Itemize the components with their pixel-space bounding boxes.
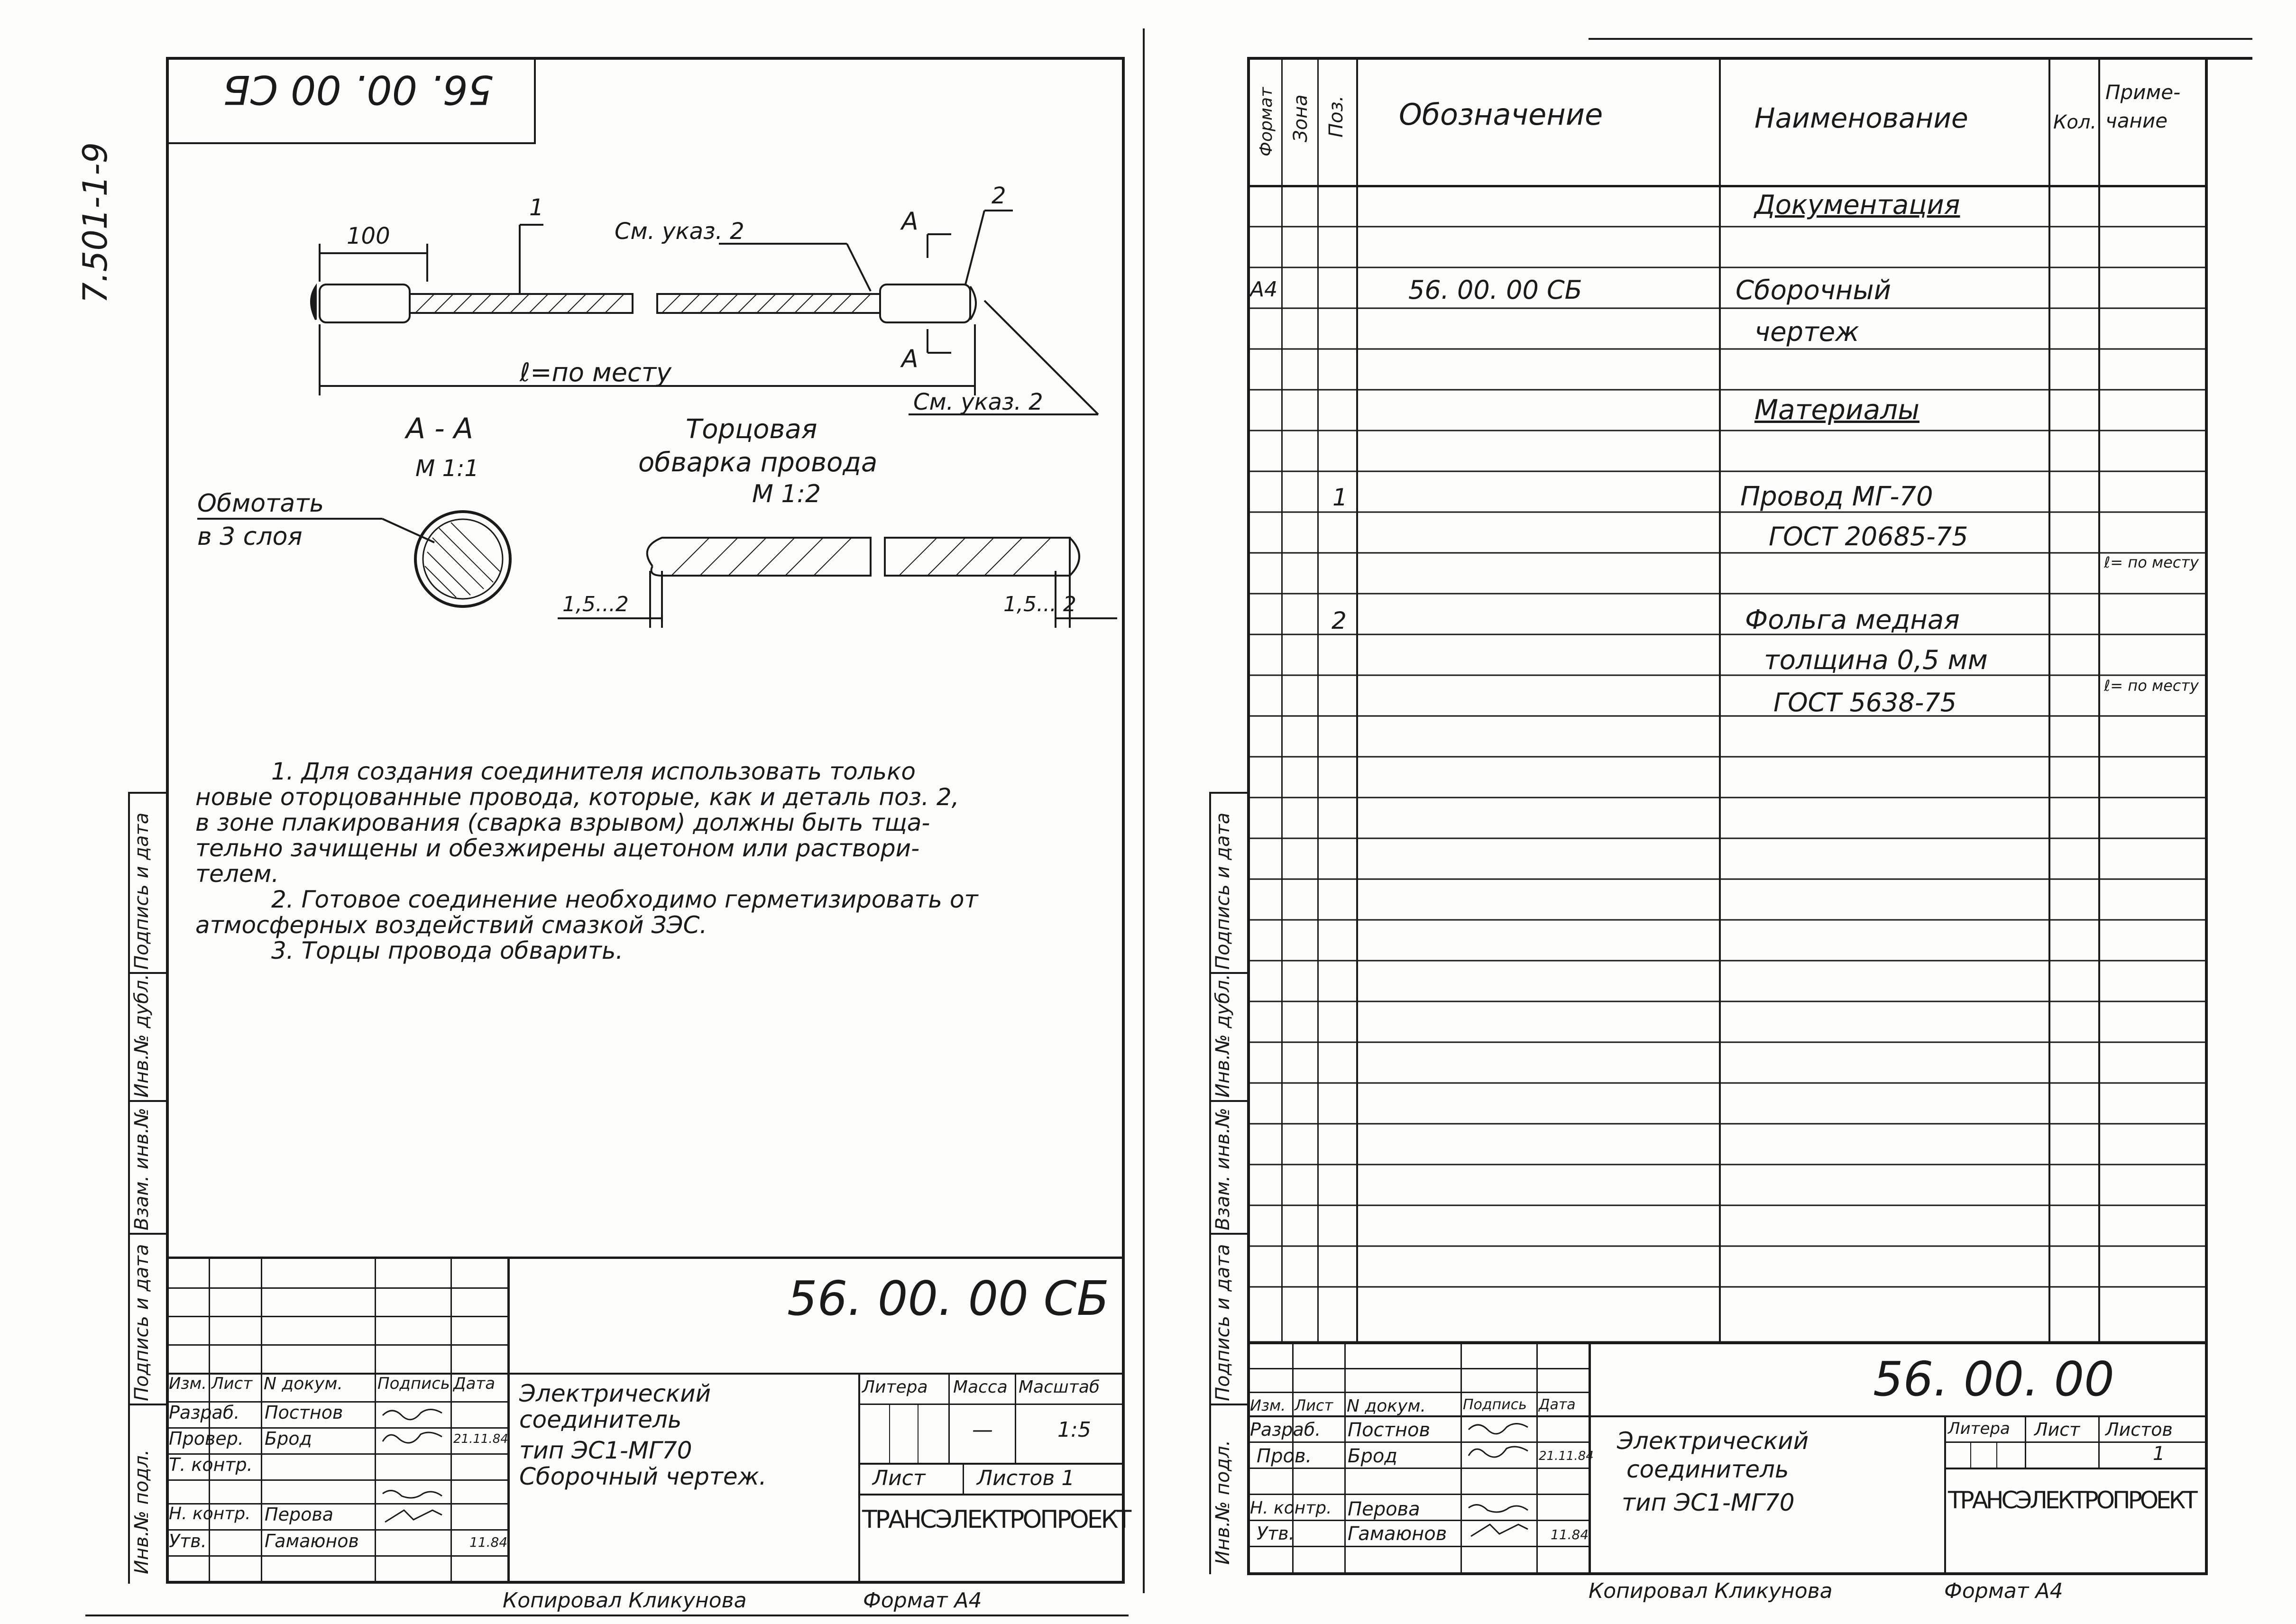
title-line: соединитель [1626,1456,1789,1483]
top-stamp: 56. 00. 00 СБ [223,66,494,113]
end-title-2: обварка провода [638,447,878,478]
footer-format: Формат А4 [1944,1579,2063,1603]
end-scale: М 1:2 [752,480,821,508]
spec-row-note: ℓ= по месту [2104,553,2199,571]
header-doc: N докум. [264,1374,343,1394]
row-role: Н. контр. [1250,1498,1332,1518]
col-header-note: Приме-чание [2105,81,2181,132]
spec-row-note: ℓ= по месту [2104,677,2199,695]
scale-value: 1:5 [1057,1418,1091,1442]
spec-row-pos: 1 [1332,484,1348,511]
wrap-label-2: в 3 слоя [197,523,303,551]
end-title-1: Торцовая [686,414,817,445]
row-role: Т. контр. [169,1454,253,1475]
note-line: 2. Готовое соединение необходимо герметизировать от [271,886,978,913]
sheets-value: 1 [2153,1443,2165,1465]
spec-row-name: Сборочный [1736,275,1892,306]
header-izm: Изм. [169,1374,207,1393]
row-name: Брод [265,1428,312,1449]
col-sheets: Листов [2105,1419,2173,1440]
spec-row-pos: 2 [1332,607,1347,634]
side-label: Инв.№ дубл. [1212,974,1234,1098]
side-label: Подпись и дата [131,812,153,970]
spec-row-name: чертеж [1754,317,1859,348]
spec-row-name: Фольга медная [1745,605,1960,635]
note-line: 3. Торцы провода обварить. [271,937,624,964]
col-header-format: Формат [1257,87,1276,156]
side-label: Подпись и дата [1212,1244,1234,1401]
header-sign: Подпись [377,1374,450,1393]
row-role: Пров. [1257,1445,1312,1467]
row-name: Брод [1348,1445,1397,1467]
title-line: тип ЭС1-МГ70 [519,1437,692,1464]
header-izm: Изм. [1250,1396,1286,1414]
note-line: 1. Для создания соединителя использовать только [271,758,916,785]
col-header-pos: Поз. [1325,95,1347,138]
row-date: 11.84 [469,1534,508,1550]
dim-100-label: 100 [347,223,390,249]
side-label: Инв.№ подл. [1212,1440,1234,1565]
header-date: Дата [453,1374,496,1393]
note-line: телем. [195,860,279,888]
signatures [1461,1415,1537,1572]
header-list: Лист [211,1374,253,1393]
title-line: соединитель [519,1406,682,1433]
row-date: 21.11.84 [453,1432,508,1446]
row-name: Гамаюнов [265,1531,359,1551]
spec-row-name: Документация [1754,190,1960,220]
col-litera: Литера [1948,1419,2010,1438]
side-code: 7.501-1-9 [76,142,115,303]
title-line: тип ЭС1-МГ70 [1622,1489,1795,1516]
row-role: Н. контр. [169,1504,251,1523]
header-sign: Подпись [1463,1396,1527,1413]
side-label: Взам. инв.№ [131,1108,153,1230]
col-litera: Литера [862,1377,928,1397]
dim-right-label: 1,5... 2 [1003,592,1076,616]
row-role: Утв. [169,1531,207,1551]
sheets-label: Листов 1 [977,1466,1075,1490]
col-sheet: Лист [2034,1419,2080,1440]
title-line: Электрический [1617,1427,1809,1455]
note-line: атмосферных воздействий смазкой ЗЭС. [195,911,707,939]
footer-copied: Копировал Кликунова [1589,1579,1833,1603]
col-header-designation: Обозначение [1399,97,1603,132]
side-label: Подпись и дата [131,1244,153,1401]
spec-table-grid [1247,185,2208,1347]
row-name: Гамаюнов [1348,1523,1447,1545]
dim-left-label: 1,5...2 [562,592,629,616]
header-date: Дата [1539,1396,1576,1413]
header-doc: N докум. [1347,1396,1426,1416]
spec-row-designation: 56. 00. 00 СБ [1408,275,1582,305]
assembly-drawing [169,144,1117,666]
title-line: Электрический [519,1380,711,1407]
col-header-qty: Кол. [2053,111,2097,133]
company-name: ТРАНСЭЛЕКТРОПРОЕКТ [862,1505,1130,1534]
section-mark-top: А [901,207,918,236]
company-name: ТРАНСЭЛЕКТРОПРОЕКТ [1948,1486,2195,1514]
footer-copied: Копировал Кликунова [503,1588,747,1613]
header-list: Лист [1295,1396,1333,1414]
row-name: Постнов [265,1402,343,1423]
signatures [376,1401,451,1558]
row-name: Перова [265,1504,334,1525]
side-label: Подпись и дата [1212,812,1234,970]
technical-notes [195,759,978,963]
leader-2-label: 2 [992,183,1006,209]
side-label: Инв.№ подл. [131,1449,153,1574]
note-ref-bottom: См. указ. 2 [913,389,1043,415]
spec-row-name: Провод МГ-70 [1740,481,1933,512]
leader-1-label: 1 [529,194,544,221]
designation: 56. 00. 00 СБ [787,1271,1110,1326]
side-label: Взам. инв.№ [1212,1108,1234,1230]
spec-row-format: А4 [1250,277,1278,302]
side-label: Инв.№ дубл. [131,974,153,1098]
col-header-name: Наименование [1754,102,1968,134]
sheet-label: Лист [872,1466,926,1490]
row-role: Разраб. [1250,1419,1321,1440]
footer-format: Формат А4 [863,1588,982,1613]
col-scale: Масштаб [1019,1377,1100,1397]
note-line: новые оторцованные провода, которые, как и деталь поз. 2, [195,783,959,811]
note-line: в зоне плакирования (сварка взрывом) должны быть тща- [195,809,930,836]
length-label: ℓ=по месту [520,358,672,387]
row-name: Постнов [1348,1419,1431,1441]
section-scale: М 1:1 [415,455,479,482]
row-date: 21.11.84 [1539,1449,1594,1463]
col-header-zone: Зона [1290,94,1312,142]
section-mark-bottom: А [901,345,918,373]
title-line: Сборочный чертеж. [519,1463,767,1490]
col-mass: Масса [953,1377,1008,1397]
spec-row-name: толщина 0,5 мм [1764,645,1988,676]
spec-row-name: Материалы [1754,394,1919,426]
spec-row-name: ГОСТ 5638-75 [1773,688,1957,717]
row-role: Разраб. [169,1402,240,1423]
wrap-label-1: Обмотать [197,489,324,518]
note-ref-top: См. указ. 2 [615,218,744,245]
row-role: Утв. [1257,1523,1295,1544]
row-date: 11.84 [1551,1527,1589,1542]
row-name: Перова [1348,1498,1420,1520]
spec-row-name: ГОСТ 20685-75 [1769,522,1968,551]
note-line: тельно зачищены и обезжирены ацетоном или раствори- [195,835,920,862]
designation: 56. 00. 00 [1873,1351,2114,1407]
row-role: Провер. [169,1428,244,1449]
section-title: А - А [406,412,473,445]
mass-value: — [972,1418,993,1442]
